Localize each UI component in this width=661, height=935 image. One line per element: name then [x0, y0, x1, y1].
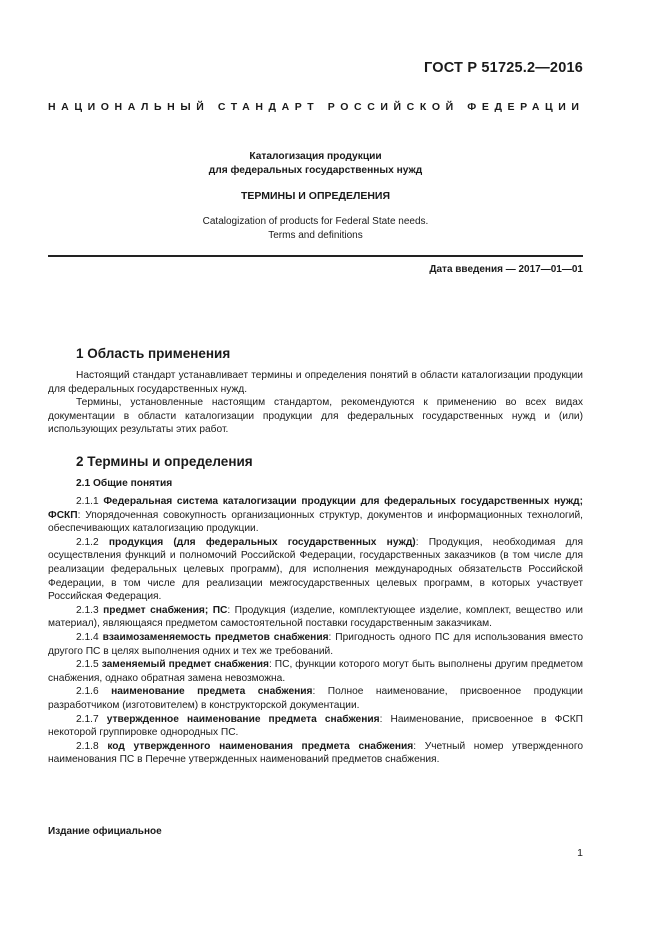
national-standard-banner: НАЦИОНАЛЬНЫЙ СТАНДАРТ РОССИЙСКОЙ ФЕДЕРАЦИИ	[48, 101, 585, 113]
introduction-date: Дата введения — 2017—01—01	[429, 264, 583, 275]
title-en-line-1: Catalogization of products for Federal State needs.	[202, 216, 429, 227]
section-1-paragraph-2: Термины, установленные настоящим стандартом, рекомендуются к применению во всех видах документации в области каталогизации продукции для федеральных государственных нужд и (или) использующих результаты этих работ.	[48, 397, 583, 436]
divider-rule	[48, 255, 583, 257]
term-2-1-7: 2.1.7 утвержденное наименование предмета снабжения: Наименование, присвоенное в ФСКП некоторой группировке однородных ПС.	[48, 713, 583, 739]
page-number: 1	[577, 847, 583, 859]
section-2-1-heading: 2.1 Общие понятия	[76, 478, 173, 489]
term-2-1-4: 2.1.4 взаимозаменяемость предметов снабжения: Пригодность одного ПС для использования вместо другого ПС в целях выполнения одних и тех же требований.	[48, 631, 583, 657]
title-line-1: Каталогизация продукции	[249, 151, 382, 162]
term-2-1-1: 2.1.1 Федеральная система каталогизации продукции для федеральных государственных нужд; ФСКП: Упорядоченная совокупность организационных структур, документов и информационных технологий, обеспечивающих каталогизацию продукции.	[48, 496, 583, 535]
section-1-heading: 1 Область применения	[76, 346, 231, 361]
title-line-2: для федеральных государственных нужд	[208, 165, 423, 176]
term-2-1-5: 2.1.5 заменяемый предмет снабжения: ПС, функции которого могут быть выполнены другим предметом снабжения, однако обратная замена невозможна.	[48, 659, 583, 684]
title-russian	[48, 150, 583, 178]
terms-list	[48, 495, 583, 767]
title-english	[48, 215, 583, 242]
section-1-body	[48, 369, 583, 437]
term-2-1-2: 2.1.2 продукция (для федеральных государственных нужд): Продукция, необходимая для осуществления функций и полномочий Российской Федерации, государственных заказчиков (в том числе для реализации федеральных целевых программ), для исполнения международных обязательств Российской Федерации, в том числе для реализации межгосударственных целевых программ, в которых участвует Российская Федерация.	[48, 536, 583, 603]
title-subtitle: ТЕРМИНЫ И ОПРЕДЕЛЕНИЯ	[240, 190, 391, 202]
title-en-line-2: Terms and definitions	[268, 229, 363, 241]
term-2-1-3: 2.1.3 предмет снабжения; ПС: Продукция (изделие, комплектующее изделие, комплект, вещество или материал), являющаяся предметом самостоятельной поставки государственным заказчикам.	[48, 604, 583, 630]
document-number: ГОСТ Р 51725.2—2016	[424, 60, 583, 76]
section-1-paragraph-1: Настоящий стандарт устанавливает термины и определения понятий в области каталогизации продукции для федеральных государственных нужд.	[48, 370, 583, 395]
term-2-1-8: 2.1.8 код утвержденного наименования предмета снабжения: Учетный номер утвержденного наименования ПС в Перечне утвержденных наименований предметов снабжения.	[48, 740, 583, 766]
term-2-1-6: 2.1.6 наименование предмета снабжения: Полное наименование, присвоенное продукции разработчиком (изготовителем) в конструкторской документации.	[48, 686, 583, 711]
official-edition-label: Издание официальное	[48, 826, 162, 837]
section-2-heading: 2 Термины и определения	[76, 454, 253, 469]
